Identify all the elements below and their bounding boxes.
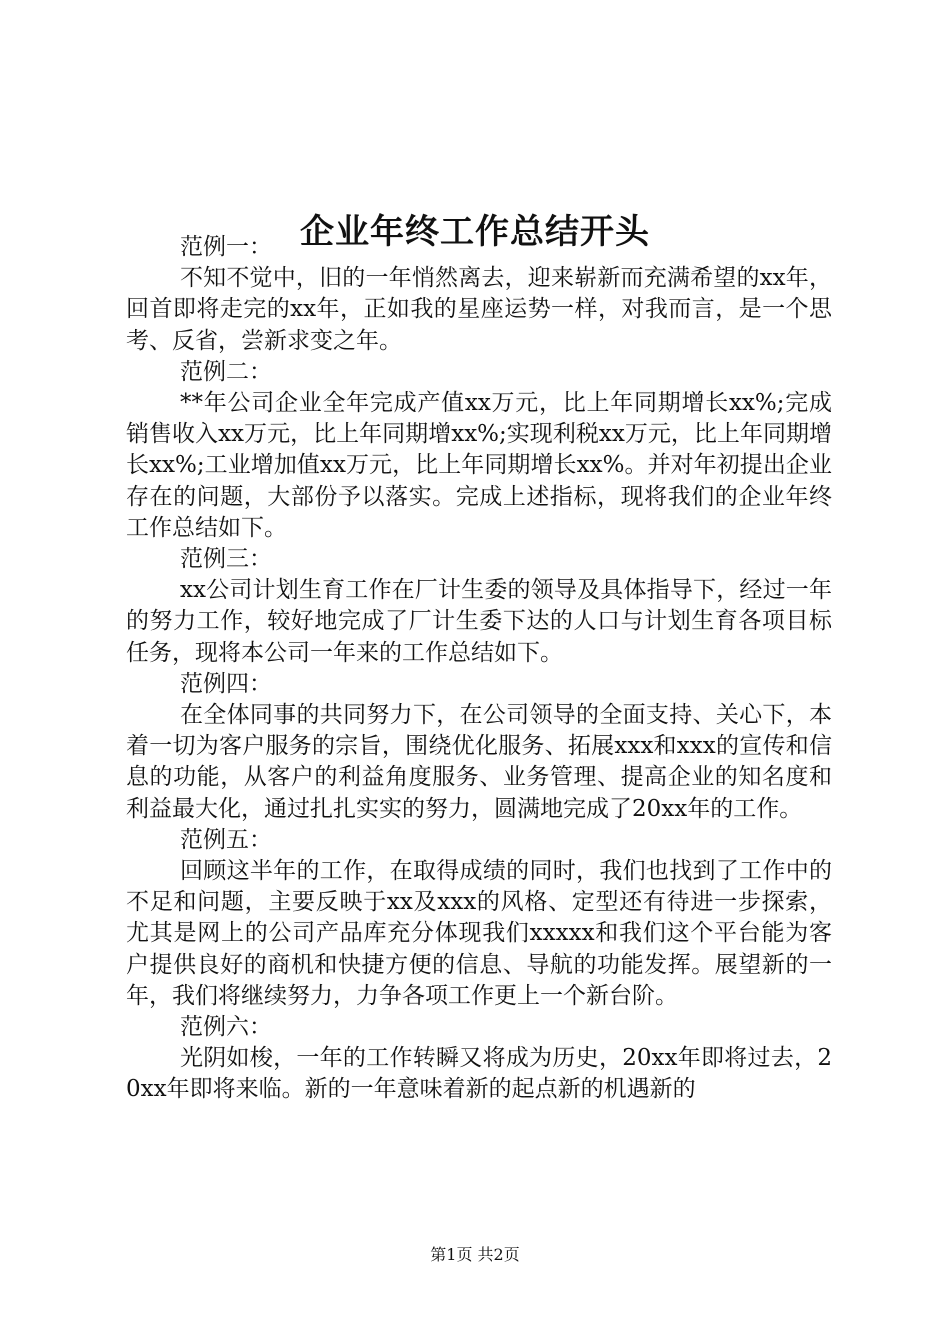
- example-heading-6: 范例六：: [180, 1014, 272, 1041]
- example-paragraph-3: xx公司计划生育工作在厂计生委的领导及具体指导下，经过一年的努力工作，较好地完成了厂计生委下达的人口与计划生育各项目标任务，现将本公司一年来的工作总结如下。: [126, 577, 832, 666]
- document-title: 企业年终工作总结开头: [300, 211, 650, 252]
- example-paragraph-5: 回顾这半年的工作，在取得成绩的同时，我们也找到了工作中的不足和问题，主要反映于xx及xxx的风格、定型还有待进一步探索，尤其是网上的公司产品库充分体现我们xxxxx和我们这个平台能为客户提供良好的商机和快捷方便的信息、导航的功能发挥。展望新的一年，我们将继续努力，力争各项工作更上一个新台阶。: [126, 858, 832, 1009]
- example-paragraph-4: 在全体同事的共同努力下，在公司领导的全面支持、关心下，本着一切为客户服务的宗旨，围绕优化服务、拓展xxx和xxx的宣传和信息的功能，从客户的利益角度服务、业务管理、提高企业的知名度和利益最大化，通过扎扎实实的努力，圆满地完成了20xx年的工作。: [126, 702, 832, 822]
- example-heading-5: 范例五：: [180, 826, 272, 853]
- page-footer: 第1页 共2页: [430, 1245, 520, 1264]
- example-heading-4: 范例四：: [180, 670, 272, 697]
- example-paragraph-2: **年公司企业全年完成产值xx万元，比上年同期增长xx%;完成销售收入xx万元，比上年同期增xx%;实现利税xx万元，比上年同期增长xx%;工业增加值xx万元，比上年同期增长xx%。并对年初提出企业存在的问题，大部份予以落实。完成上述指标，现将我们的企业年终工作总结如下。: [126, 390, 832, 541]
- example-paragraph-1: 不知不觉中，旧的一年悄然离去，迎来崭新而充满希望的xx年，回首即将走完的xx年，正如我的星座运势一样，对我而言，是一个思考、反省，尝新求变之年。: [126, 265, 832, 354]
- example-heading-1: 范例一：: [180, 234, 272, 260]
- example-heading-3: 范例三：: [180, 546, 272, 573]
- example-heading-2: 范例二：: [180, 358, 272, 385]
- example-paragraph-6: 光阴如梭，一年的工作转瞬又将成为历史，20xx年即将过去，20xx年即将来临。新的一年意味着新的起点新的机遇新的: [126, 1045, 832, 1103]
- document-body: [126, 232, 832, 1106]
